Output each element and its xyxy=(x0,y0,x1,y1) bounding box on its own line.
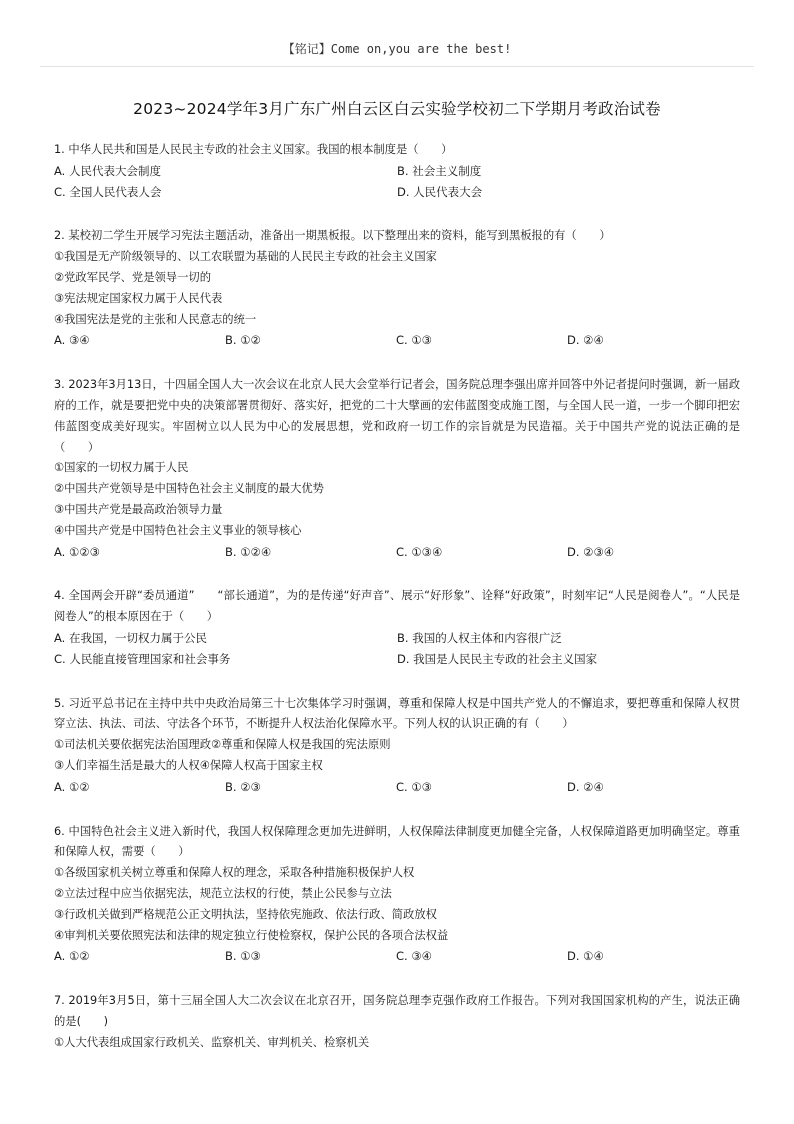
question-2 xyxy=(54,226,740,351)
statement-item: ③宪法规定国家权力属于人民代表 xyxy=(54,291,223,305)
option-b[interactable]: B. ①② xyxy=(225,333,261,348)
statement-item: ③行政机关做到严格规范公正文明执法，坚持依宪施政、依法行政、简政放权 xyxy=(54,907,437,921)
option-a[interactable]: A. ①② xyxy=(54,949,90,964)
statement-item: ②党政军民学、党是领导一切的 xyxy=(54,270,211,284)
question-stem: 5. 习近平总书记在主持中共中央政治局第三十七次集体学习时强调，尊重和保障人权是中国共产党人的不懈追求，要把尊重和保障人权贯穿立法、执法、司法、守法各个环节，不断提升人权法治化保障水平。下列人权的认识正确的有（ ） xyxy=(54,696,740,731)
option-d[interactable]: D. ②③④ xyxy=(567,544,615,559)
statement-item: ③人们幸福生活是最大的人权④保障人权高于国家主权 xyxy=(54,758,323,772)
option-c[interactable]: C. 全国人民代表人会 xyxy=(54,184,162,199)
statement-item: ①我国是无产阶级领导的、以工农联盟为基础的人民民主专政的社会主义国家 xyxy=(54,250,437,264)
statement-item: ③中国共产党是最高政治领导力量 xyxy=(54,502,223,516)
option-d[interactable]: D. 我国是人民民主专政的社会主义国家 xyxy=(397,651,598,666)
statement-item: ①各级国家机关树立尊重和保障人权的理念，采取各种措施积极保护人权 xyxy=(54,866,415,880)
question-list xyxy=(54,140,740,1077)
statement-item: ①国家的一切权力属于人民 xyxy=(54,461,189,475)
option-d[interactable]: D. ①④ xyxy=(567,949,604,964)
question-7 xyxy=(54,991,740,1053)
question-stem: 4. 全国两会开辟“委员通道” “部长通道”，为的是传递“好声音”、展示“好形象”、诠释“好政策”，时刻牢记“人民是阅卷人”。“人民是阅卷人”的根本原因在于（ ） xyxy=(54,589,740,624)
statement-item: ①人大代表组成国家行政机关、监察机关、审判机关、检察机关 xyxy=(54,1035,370,1049)
option-d[interactable]: D. ②④ xyxy=(567,333,604,348)
option-a[interactable]: A. ③④ xyxy=(54,333,90,348)
option-b[interactable]: B. 社会主义制度 xyxy=(397,163,482,178)
option-c[interactable]: C. ①③④ xyxy=(396,544,443,559)
question-3 xyxy=(54,375,740,562)
question-5 xyxy=(54,694,740,798)
option-a[interactable]: A. ①②③ xyxy=(54,544,100,559)
document-title: 2023~2024学年3月广东广州白云区白云实验学校初二下学期月考政治试卷 xyxy=(133,100,661,118)
statement-item: ④我国宪法是党的主张和人民意志的统一 xyxy=(54,312,257,326)
option-d[interactable]: D. ②④ xyxy=(567,779,604,794)
answer-options xyxy=(54,330,740,351)
option-c[interactable]: C. ①③ xyxy=(396,333,432,348)
answer-options xyxy=(54,946,740,967)
question-stem: 1. 中华人民共和国是人民民主专政的社会主义国家。我国的根本制度是（ ） xyxy=(54,143,453,156)
question-1 xyxy=(54,140,740,202)
statement-item: ④审判机关要依照宪法和法律的规定独立行使检察权，保护公民的各项合法权益 xyxy=(54,928,449,942)
option-b[interactable]: B. ①②④ xyxy=(225,544,272,559)
statement-item: ①司法机关要依据宪法治国理政②尊重和保障人权是我国的宪法原则 xyxy=(54,738,391,752)
option-a[interactable]: A. ①② xyxy=(54,779,90,794)
answer-options xyxy=(54,161,740,203)
answer-options xyxy=(54,777,740,798)
question-4 xyxy=(54,586,740,669)
question-stem: 6. 中国特色社会主义进入新时代，我国人权保障理念更加先进鲜明，人权保障法律制度更加健全完备，人权保障道路更加明确坚定。尊重和保障人权，需要（ ） xyxy=(54,824,740,859)
option-c[interactable]: C. ①③ xyxy=(396,779,432,794)
option-a[interactable]: A. 在我国，一切权力属于公民 xyxy=(54,630,207,645)
option-b[interactable]: B. 我国的人权主体和内容很广泛 xyxy=(397,630,562,645)
option-a[interactable]: A. 人民代表大会制度 xyxy=(54,163,161,178)
question-stem: 7. 2019年3月5日，第十三届全国人大二次会议在北京召开，国务院总理李克强作政府工作报告。下列对我国国家机构的产生，说法正确的是( ) xyxy=(54,994,740,1028)
option-c[interactable]: C. 人民能直接管理国家和社会事务 xyxy=(54,651,231,666)
answer-options xyxy=(54,628,740,670)
statement-item: ②立法过程中应当依据宪法，规范立法权的行使，禁止公民参与立法 xyxy=(54,886,392,900)
question-stem: 2. 某校初二学生开展学习宪法主题活动，准备出一期黑板报。以下整理出来的资料，能写到黑板报的有（ ） xyxy=(54,229,611,243)
option-d[interactable]: D. 人民代表大会 xyxy=(397,184,483,199)
question-6 xyxy=(54,822,740,968)
header-divider xyxy=(40,66,754,67)
statement-item: ②中国共产党领导是中国特色社会主义制度的最大优势 xyxy=(54,482,324,496)
option-b[interactable]: B. ②③ xyxy=(225,779,261,794)
header-motto: 【铭记】Come on,you are the best! xyxy=(282,42,512,56)
option-b[interactable]: B. ①③ xyxy=(225,949,261,964)
option-c[interactable]: C. ③④ xyxy=(396,949,432,964)
question-stem: 3. 2023年3月13日，十四届全国人大一次会议在北京人民大会堂举行记者会，国务院总理李强出席并回答中外记者提问时强调，新一届政府的工作，就是要把党中央的决策部署贯彻好、落实好，把党的二十大擘画的宏伟蓝图变成施工图，与全国人民一道，一步一个脚印把宏伟蓝图变成美好现实。牢固树立以人民为中心的发展思想，党和政府一切工作的宗旨就是为民造福。关于中国共产党的说法正确的是（ ） xyxy=(54,378,741,454)
statement-item: ④中国共产党是中国特色社会主义事业的领导核心 xyxy=(54,523,302,537)
answer-options xyxy=(54,542,740,563)
